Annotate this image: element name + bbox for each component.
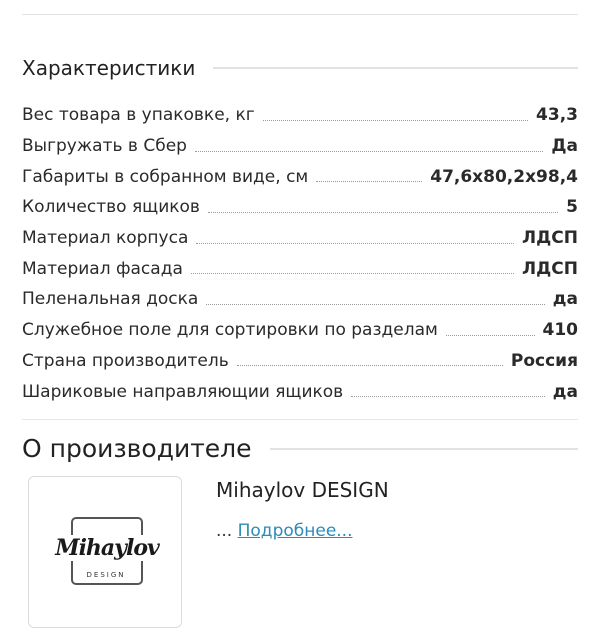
- spec-value: 410: [542, 320, 578, 341]
- logo-sub-text: DESIGN: [86, 571, 126, 579]
- manufacturer-more: [216, 521, 352, 541]
- section-divider: [22, 419, 578, 420]
- manufacturer-logo[interactable]: [28, 476, 182, 628]
- spec-value: 43,3: [536, 105, 578, 126]
- spec-label: Страна производитель: [22, 350, 229, 371]
- manufacturer-title: О производителе: [22, 434, 252, 463]
- spec-label: Служебное поле для сортировки по разделам: [22, 320, 438, 341]
- spec-value: да: [552, 289, 578, 310]
- spec-value: ЛДСП: [522, 258, 578, 279]
- specs-list: [22, 100, 578, 407]
- manufacturer-name: Mihaylov DESIGN: [216, 478, 389, 502]
- specs-heading: [22, 56, 578, 80]
- specs-title: Характеристики: [22, 56, 196, 80]
- manufacturer-heading-rule: [270, 448, 578, 450]
- spec-leader-dots: [206, 304, 544, 305]
- spec-leader-dots: [195, 151, 543, 152]
- spec-value: да: [552, 381, 578, 402]
- spec-row: [22, 346, 578, 377]
- spec-value: ЛДСП: [522, 228, 578, 249]
- spec-value: 5: [566, 197, 578, 218]
- spec-row: [22, 131, 578, 162]
- spec-leader-dots: [191, 273, 514, 274]
- spec-row: [22, 223, 578, 254]
- logo-script-text: Mihaylov: [49, 535, 165, 561]
- spec-row: [22, 284, 578, 315]
- spec-leader-dots: [351, 396, 545, 397]
- spec-leader-dots: [208, 212, 558, 213]
- spec-row: [22, 253, 578, 284]
- manufacturer-heading: [22, 434, 578, 463]
- spec-value: 47,6x80,2x98,4: [430, 166, 578, 187]
- spec-label: Выгружать в Сбер: [22, 136, 187, 157]
- spec-label: Количество ящиков: [22, 197, 200, 218]
- spec-row: [22, 315, 578, 346]
- spec-row: [22, 161, 578, 192]
- specs-heading-rule: [213, 67, 578, 69]
- spec-leader-dots: [316, 181, 422, 182]
- top-divider: [22, 14, 578, 15]
- spec-row: [22, 100, 578, 131]
- more-link[interactable]: Подробнее...: [237, 521, 353, 541]
- spec-value: Россия: [510, 350, 578, 371]
- spec-label: Материал фасада: [22, 258, 183, 279]
- spec-leader-dots: [446, 335, 535, 336]
- spec-leader-dots: [263, 120, 528, 121]
- ellipsis: ...: [216, 521, 233, 541]
- spec-label: Шариковые направляющии ящиков: [22, 381, 344, 402]
- spec-leader-dots: [237, 365, 503, 366]
- spec-value: Да: [551, 136, 578, 157]
- spec-label: Пеленальная доска: [22, 289, 199, 310]
- spec-label: Габариты в собранном виде, см: [22, 166, 309, 187]
- spec-leader-dots: [196, 243, 514, 244]
- spec-label: Материал корпуса: [22, 228, 189, 249]
- spec-label: Вес товара в упаковке, кг: [22, 105, 255, 126]
- spec-row: [22, 376, 578, 407]
- spec-row: [22, 192, 578, 223]
